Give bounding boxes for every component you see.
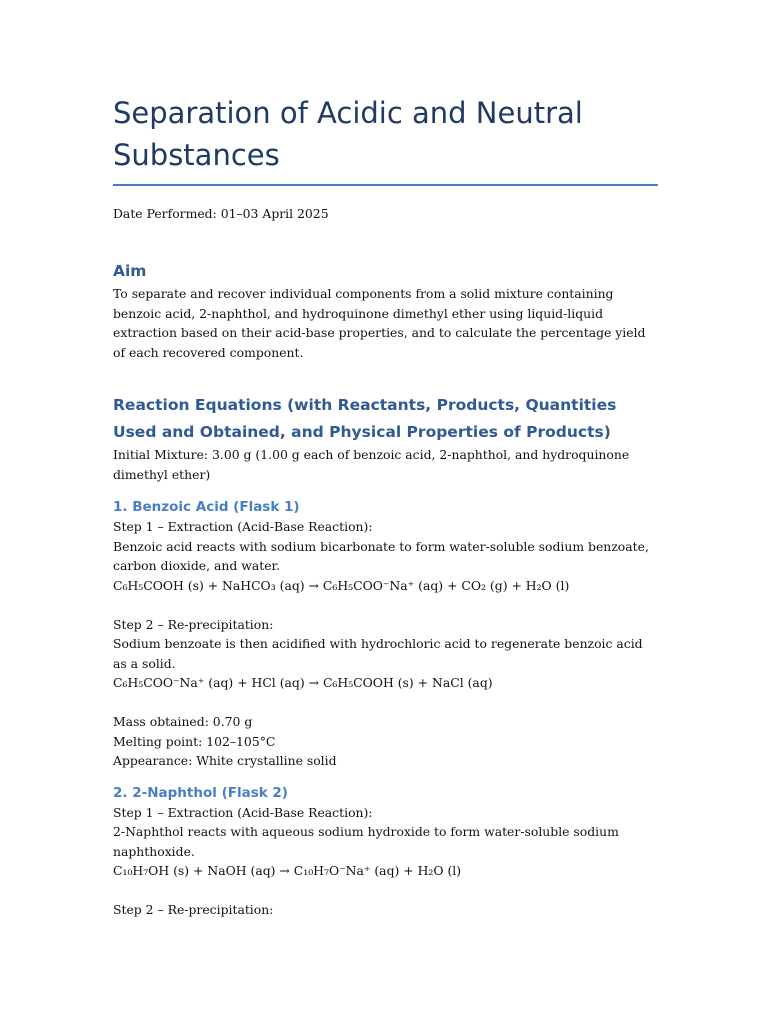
reactions-heading: Reaction Equations (with Reactants, Products, Quantities Used and Obtained, and Physical Properties of Products) — [113, 396, 617, 441]
spacer — [113, 881, 658, 901]
flask1-step2-desc: Sodium benzoate is then acidified with hydrochloric acid to regenerate benzoic acid as a solid. — [113, 636, 643, 671]
aim-heading: Aim — [113, 261, 147, 280]
flask1-step2-equation: C₆H₅COO⁻Na⁺ (aq) + HCl (aq) → C₆H₅COOH (s) + NaCl (aq) — [113, 675, 493, 690]
flask2-step1-equation: C₁₀H₇OH (s) + NaOH (aq) → C₁₀H₇O⁻Na⁺ (aq) + H₂O (l) — [113, 863, 462, 878]
flask2-step2-title: Step 2 – Re-precipitation: — [113, 902, 274, 917]
document-page — [113, 92, 658, 920]
page-title: Separation of Acidic and Neutral Substances — [113, 92, 658, 186]
flask1-step2-title: Step 2 – Re-precipitation: — [113, 616, 274, 632]
spacer — [113, 693, 658, 713]
date-performed: Date Performed: 01–03 April 2025 — [113, 206, 329, 221]
flask2-heading: 2. 2-Naphthol (Flask 2) — [113, 784, 288, 801]
initial-mixture: Initial Mixture: 3.00 g (1.00 g each of benzoic acid, 2-naphthol, and hydroquinone dimethyl ether) — [113, 447, 630, 482]
flask1-heading: 1. Benzoic Acid (Flask 1) — [113, 499, 300, 515]
flask1-appearance: Appearance: White crystalline solid — [113, 753, 337, 768]
aim-text: To separate and recover individual components from a solid mixture containing benzoic acid, 2-naphthol, and hydroquinone dimethyl ether using liquid-liquid extraction based on their acid-base properties, and to calculate the percentage yield of each recovered component. — [113, 286, 646, 360]
flask2-step1-title: Step 1 – Extraction (Acid-Base Reaction): — [113, 804, 373, 820]
flask1-melting-point: Melting point: 102–105°C — [113, 733, 276, 749]
spacer — [113, 595, 658, 615]
flask1-step1-desc: Benzoic acid reacts with sodium bicarbonate to form water-soluble sodium benzoate, carbon dioxide, and water. — [113, 538, 649, 573]
flask1-step1-equation: C₆H₅COOH (s) + NaHCO₃ (aq) → C₆H₅COO⁻Na⁺ (aq) + CO₂ (g) + H₂O (l) — [113, 577, 570, 593]
flask2-step1-desc: 2-Naphthol reacts with aqueous sodium hydroxide to form water-soluble sodium naphthoxide. — [113, 824, 619, 859]
flask1-step1-title: Step 1 – Extraction (Acid-Base Reaction): — [113, 519, 373, 534]
flask1-mass: Mass obtained: 0.70 g — [113, 714, 253, 729]
